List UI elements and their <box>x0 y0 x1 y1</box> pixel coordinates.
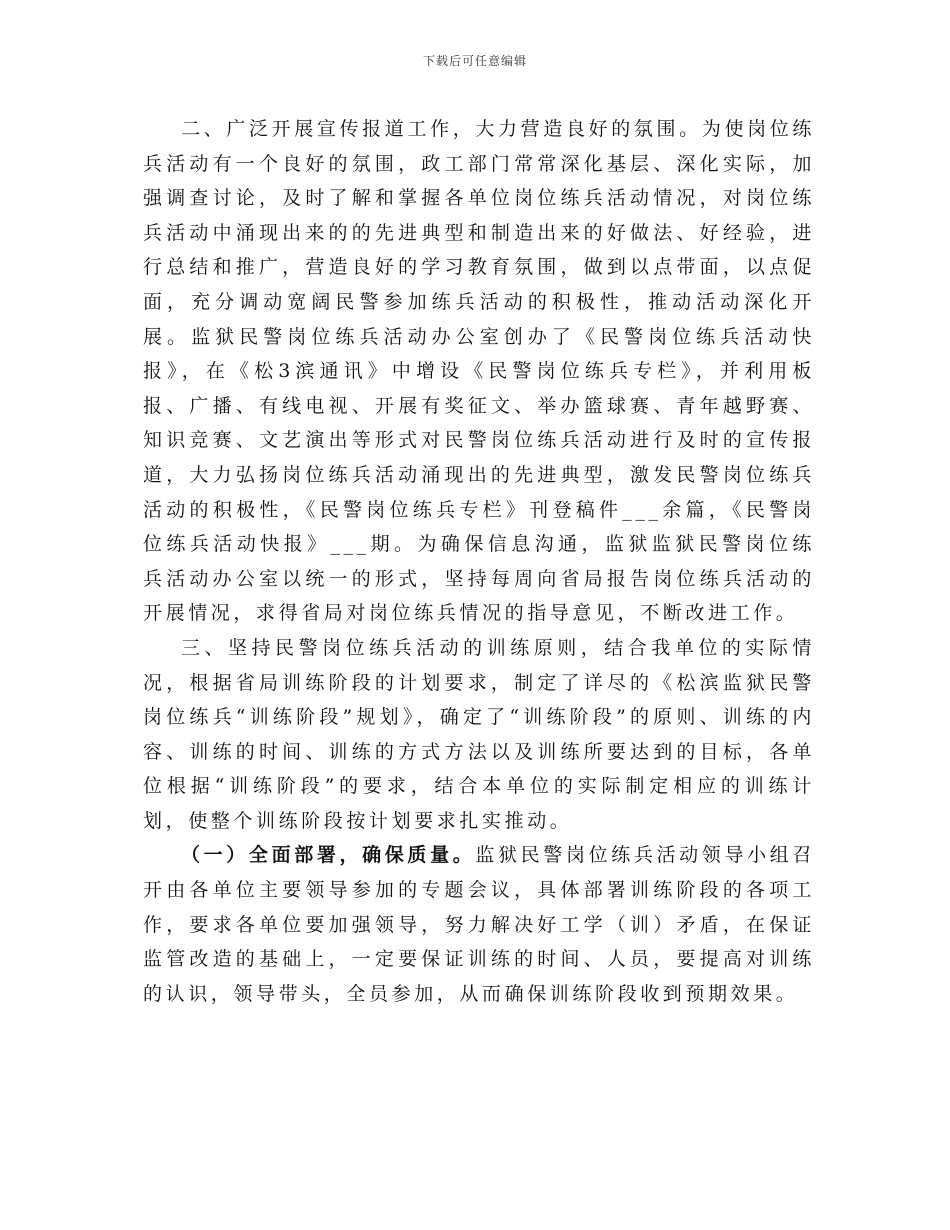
paragraph-training-principles <box>143 631 815 839</box>
paragraph-publicity <box>143 112 815 631</box>
paragraph-training-principles-text: 三、坚持民警岗位练兵活动的训练原则，结合我单位的实际情况，根据省局训练阶段的计划要求，制定了详尽的《松滨监狱民警岗位练兵“训练阶段”规划》，确定了“训练阶段”的原则、训练的内容、训练的时间、训练的方式方法以及训练所要达到的目标，各单位根据“训练阶段”的要求，结合本单位的实际制定相应的训练计划，使整个训练阶段按计划要求扎实推动。 <box>143 636 815 832</box>
paragraph-deployment <box>143 838 815 1011</box>
document-body <box>143 112 815 1011</box>
paragraph-deployment-heading: （一）全面部署，确保质量。 <box>181 844 476 867</box>
paragraph-publicity-text: 二、广泛开展宣传报道工作，大力营造良好的氛围。为使岗位练兵活动有一个良好的氛围，政工部门常常深化基层、深化实际，加强调查讨论，及时了解和掌握各单位岗位练兵活动情况，对岗位练兵活动中涌现出来的的先进典型和制造出来的好做法、好经验，进行总结和推广，营造良好的学习教育氛围，做到以点带面，以点促面，充分调动宽阔民警参加练兵活动的积极性，推动活动深化开展。监狱民警岗位练兵活动办公室创办了《民警岗位练兵活动快报》，在《松3滨通讯》中增设《民警岗位练兵专栏》，并利用板报、广播、有线电视、开展有奖征文、举办篮球赛、青年越野赛、知识竞赛、文艺演出等形式对民警岗位练兵活动进行及时的宣传报道，大力弘扬岗位练兵活动涌现出的先进典型，激发民警岗位练兵活动的积极性，《民警岗位练兵专栏》刊登稿件___余篇，《民警岗位练兵活动快报》___期。为确保信息沟通，监狱监狱民警岗位练兵活动办公室以统一的形式，坚持每周向省局报告岗位练兵活动的开展情况，求得省局对岗位练兵情况的指导意见，不断改进工作。 <box>143 118 815 625</box>
page-header: 下载后可任意编辑 <box>422 54 527 68</box>
paragraph-deployment-text: 监狱民警岗位练兵活动领导小组召开由各单位主要领导参加的专题会议，具体部署训练阶段的各项工作，要求各单位要加强领导，努力解决好工学（训）矛盾，在保证监管改造的基础上，一定要保证训练的时间、人员，要提高对训练的认识，领导带头，全员参加，从而确保训练阶段收到预期效果。 <box>143 844 815 1005</box>
